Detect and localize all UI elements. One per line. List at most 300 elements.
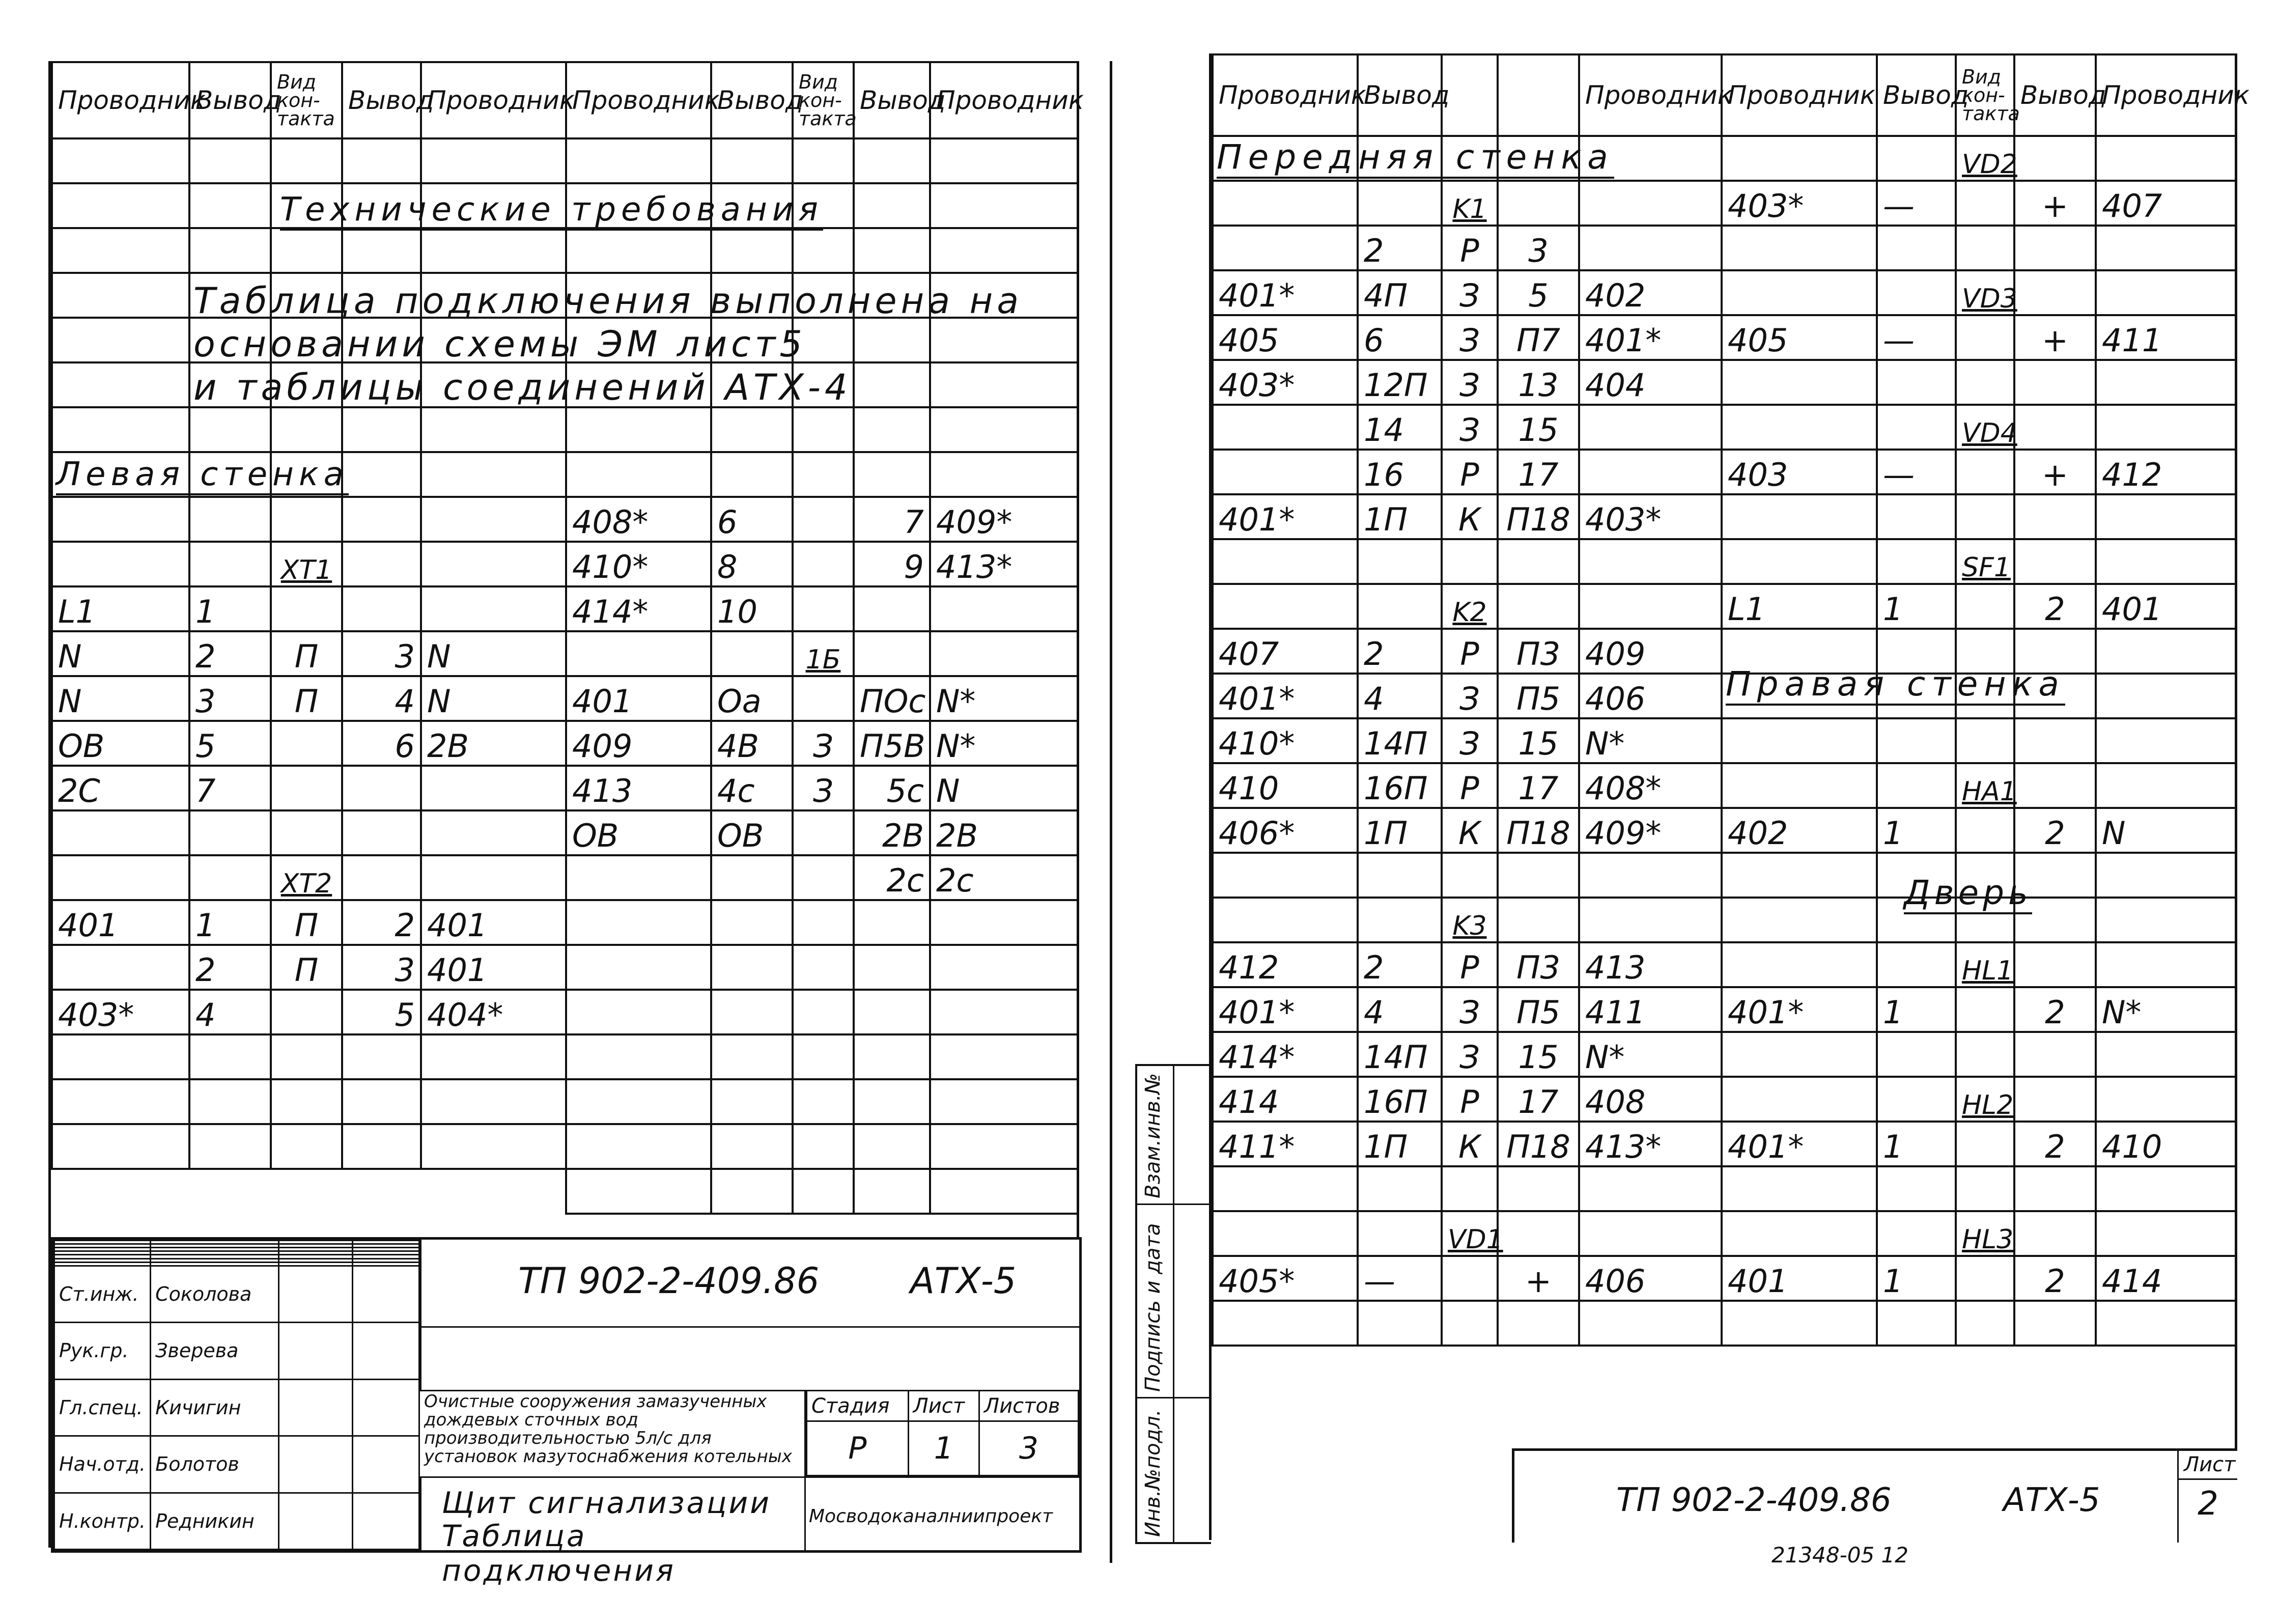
- table-cell: [1956, 1256, 2014, 1301]
- table-row: [566, 1034, 1078, 1079]
- table-row: [1722, 360, 2236, 405]
- table-cell: [1498, 853, 1579, 898]
- table-cell: [342, 810, 421, 855]
- table-cell: [52, 407, 189, 452]
- table-cell: [2014, 226, 2096, 270]
- sig-cell: [54, 1244, 151, 1248]
- sig-cell: [279, 1266, 353, 1322]
- table-row: [566, 676, 1078, 721]
- table-cell: 401: [2096, 584, 2236, 629]
- table-cell: [1956, 450, 2014, 494]
- table-row: [1213, 1122, 1722, 1166]
- sig-cell: [279, 1258, 353, 1262]
- footer-number: 21348-05 12: [1771, 1543, 1909, 1567]
- table-cell: VD3: [1956, 270, 2014, 315]
- table-cell: З: [793, 766, 854, 810]
- table-cell: N*: [2096, 987, 2236, 1032]
- table-row: [54, 1258, 419, 1262]
- table-cell: П: [271, 945, 342, 990]
- table-cell: [566, 1169, 711, 1214]
- table-row: [1722, 226, 2236, 270]
- table-cell: 1Б: [793, 631, 854, 676]
- header-cell: Проводник: [1579, 54, 1722, 136]
- table-cell: [793, 990, 854, 1034]
- table-cell: [566, 1079, 711, 1124]
- table-cell: [930, 138, 1078, 183]
- table-cell: [52, 1034, 189, 1079]
- right-wall-heading: Правая стенка: [1726, 664, 2065, 706]
- table-cell: [2096, 763, 2236, 808]
- table-cell: [271, 810, 342, 855]
- table-cell: 409*: [930, 497, 1078, 542]
- table-cell: [1722, 1211, 1877, 1256]
- table-cell: 15: [1498, 1032, 1579, 1077]
- table-cell: [930, 1169, 1078, 1214]
- table-cell: [1956, 494, 2014, 539]
- table-cell: [1358, 181, 1442, 226]
- table-cell: [52, 542, 189, 586]
- sig-cell: [352, 1255, 419, 1258]
- table-cell: [2014, 1211, 2096, 1256]
- note-line-3: и таблицы соединений АТХ-4: [193, 367, 852, 408]
- table-row: [1722, 584, 2236, 629]
- table-cell: [1722, 898, 1877, 942]
- header-cell: Вид кон-такта: [1956, 54, 2014, 136]
- table-cell: [2014, 1166, 2096, 1211]
- table-row: [1213, 539, 1722, 584]
- table-cell: [52, 183, 189, 228]
- table-row: [52, 1079, 566, 1124]
- table-row: [52, 945, 566, 990]
- table-cell: З: [1442, 987, 1498, 1032]
- sig-cell: [151, 1244, 279, 1248]
- table-cell: [2014, 360, 2096, 405]
- table-cell: [1358, 898, 1442, 942]
- table-cell: [566, 407, 711, 452]
- sig-cell: [279, 1251, 353, 1255]
- table-cell: 12П: [1358, 360, 1442, 405]
- table-cell: [854, 228, 930, 273]
- table-row: [1722, 315, 2236, 360]
- table-cell: 5с: [854, 766, 930, 810]
- table-cell: [342, 138, 421, 183]
- side-label-replace: Взам.инв.№: [1141, 1073, 1165, 1198]
- table-cell: 3: [342, 945, 421, 990]
- table-cell: K1: [1442, 181, 1498, 226]
- table-cell: З: [1442, 674, 1498, 718]
- table-cell: —: [1877, 450, 1956, 494]
- table-cell: [342, 407, 421, 452]
- table-cell: HL1: [1956, 942, 2014, 987]
- table-cell: [854, 900, 930, 945]
- header-cell: Вывод: [2014, 54, 2096, 136]
- table-row: [566, 990, 1078, 1034]
- table-cell: [2096, 1032, 2236, 1077]
- table-cell: Оа: [711, 676, 793, 721]
- table-cell: [342, 766, 421, 810]
- table-cell: [1722, 942, 1877, 987]
- table-cell: +: [1498, 1256, 1579, 1301]
- table-cell: 15: [1498, 405, 1579, 450]
- table-cell: 14: [1358, 405, 1442, 450]
- table-row: [1722, 1301, 2236, 1346]
- table-cell: [566, 900, 711, 945]
- table-cell: [1722, 360, 1877, 405]
- table-cell: [189, 855, 271, 900]
- table-cell: [1956, 226, 2014, 270]
- table-cell: —: [1358, 1256, 1442, 1301]
- table-cell: [854, 407, 930, 452]
- table-cell: 410*: [1213, 718, 1358, 763]
- table-cell: [711, 631, 793, 676]
- table-cell: [271, 721, 342, 766]
- table-cell: 410*: [566, 542, 711, 586]
- table-cell: [930, 452, 1078, 497]
- table-cell: [711, 407, 793, 452]
- header-cell: Вывод: [854, 62, 930, 138]
- table-row: [566, 1079, 1078, 1124]
- left-wall-heading: Левая стенка: [56, 456, 349, 495]
- table-cell: [1956, 808, 2014, 853]
- table-cell: 6: [1358, 315, 1442, 360]
- table-cell: —: [1877, 315, 1956, 360]
- table-row: [54, 1248, 419, 1251]
- table-row: [566, 452, 1078, 497]
- table-cell: [2096, 226, 2236, 270]
- table-cell: [930, 1079, 1078, 1124]
- table-cell: [271, 138, 342, 183]
- table-cell: 6: [711, 497, 793, 542]
- table-cell: [1877, 1166, 1956, 1211]
- table-cell: [930, 318, 1078, 362]
- door-heading: Дверь: [1904, 873, 2032, 914]
- table-cell: [1498, 584, 1579, 629]
- table-cell: П5: [1498, 987, 1579, 1032]
- table-row: [566, 138, 1078, 183]
- table-cell: [189, 407, 271, 452]
- table-cell: 405*: [1213, 1256, 1358, 1301]
- table-cell: [2096, 1166, 2236, 1211]
- table-row: [54, 1436, 419, 1493]
- table-cell: +: [2014, 315, 2096, 360]
- sig-cell: [54, 1241, 151, 1244]
- table-cell: [711, 990, 793, 1034]
- sig-cell: [279, 1323, 353, 1379]
- sig-cell: [352, 1493, 419, 1549]
- table-cell: [1877, 1301, 1956, 1346]
- table-cell: N: [52, 676, 189, 721]
- table-cell: З: [1442, 360, 1498, 405]
- sig-cell: [151, 1258, 279, 1262]
- table-cell: 9: [854, 542, 930, 586]
- table-cell: [271, 228, 342, 273]
- table-cell: 411: [2096, 315, 2236, 360]
- table-cell: 2В: [421, 721, 566, 766]
- table-row: [52, 855, 566, 900]
- table-cell: 412: [2096, 450, 2236, 494]
- sheet-title-2: Таблица подключения: [442, 1519, 676, 1588]
- table-cell: [421, 497, 566, 542]
- table-row: [1213, 226, 1722, 270]
- table-row: [52, 138, 566, 183]
- table-cell: З: [1442, 718, 1498, 763]
- table-cell: [1213, 1211, 1358, 1256]
- table-cell: [342, 1079, 421, 1124]
- table-cell: 411: [1579, 987, 1722, 1032]
- table-row: [54, 1266, 419, 1322]
- table-row: [1722, 1077, 2236, 1122]
- sheet-label: Лист: [908, 1391, 979, 1421]
- table-cell: 1П: [1358, 494, 1442, 539]
- table-cell: К: [1442, 494, 1498, 539]
- table-cell: [1358, 1166, 1442, 1211]
- table-cell: [1442, 1301, 1498, 1346]
- header-cell: Вывод: [189, 62, 271, 138]
- table-cell: 2с: [854, 855, 930, 900]
- table-cell: 5: [189, 721, 271, 766]
- table-cell: [1956, 360, 2014, 405]
- table-cell: [342, 228, 421, 273]
- table-cell: 3: [342, 631, 421, 676]
- table-row: [52, 900, 566, 945]
- header-cell: Вид кон-такта: [793, 62, 854, 138]
- table-cell: [271, 407, 342, 452]
- table-row: [566, 855, 1078, 900]
- table-cell: [2096, 629, 2236, 674]
- table-row: [566, 228, 1078, 273]
- sig-cell: [279, 1248, 353, 1251]
- right-table-a: [1212, 53, 1733, 1347]
- table-cell: [189, 542, 271, 586]
- table-cell: 2: [189, 945, 271, 990]
- header-cell: Вывод: [342, 62, 421, 138]
- sig-cell: [279, 1241, 353, 1244]
- table-cell: [421, 586, 566, 631]
- table-cell: [854, 452, 930, 497]
- table-row: [1213, 1211, 1722, 1256]
- table-cell: 403*: [52, 990, 189, 1034]
- table-cell: [1579, 584, 1722, 629]
- table-cell: [566, 1034, 711, 1079]
- header-cell: [1498, 54, 1579, 136]
- table-cell: 407: [2096, 181, 2236, 226]
- table-cell: 2: [2014, 584, 2096, 629]
- table-cell: 17: [1498, 763, 1579, 808]
- table-cell: 402: [1722, 808, 1877, 853]
- table-cell: [711, 228, 793, 273]
- table-cell: 2: [1358, 629, 1442, 674]
- table-cell: [1722, 405, 1877, 450]
- table-row: [566, 631, 1078, 676]
- table-cell: 14П: [1358, 718, 1442, 763]
- sig-cell: [151, 1248, 279, 1251]
- table-cell: 10: [711, 586, 793, 631]
- table-cell: [1956, 1122, 2014, 1166]
- table-cell: [52, 318, 189, 362]
- table-cell: [189, 138, 271, 183]
- table-cell: [52, 497, 189, 542]
- table-cell: [421, 228, 566, 273]
- table-cell: 3: [189, 676, 271, 721]
- table-cell: [421, 542, 566, 586]
- table-cell: [1722, 1166, 1877, 1211]
- table-cell: [1877, 1211, 1956, 1256]
- table-cell: [2014, 1077, 2096, 1122]
- table-cell: [1877, 539, 1956, 584]
- role-cell: Ст.инж.: [54, 1266, 151, 1322]
- table-cell: 405: [1213, 315, 1358, 360]
- table-cell: 413*: [1579, 1122, 1722, 1166]
- sig-cell: [151, 1241, 279, 1244]
- table-cell: [2014, 718, 2096, 763]
- table-cell: [1956, 1166, 2014, 1211]
- table-cell: З: [1442, 1032, 1498, 1077]
- left-table-b: [565, 61, 1084, 1215]
- table-cell: [2096, 942, 2236, 987]
- sig-cell: [279, 1436, 353, 1493]
- table-cell: 2: [2014, 1122, 2096, 1166]
- table-cell: [1956, 315, 2014, 360]
- table-row: [1213, 494, 1722, 539]
- table-cell: 2с: [930, 855, 1078, 900]
- table-cell: [1579, 1211, 1722, 1256]
- table-row: [1213, 808, 1722, 853]
- table-cell: —: [1877, 181, 1956, 226]
- header-cell: Проводник: [1213, 54, 1358, 136]
- name-cell: Кичигин: [151, 1379, 279, 1436]
- sheet-value: 2: [2198, 1485, 2218, 1523]
- table-cell: 6: [342, 721, 421, 766]
- table-row: [1213, 718, 1722, 763]
- table-cell: 1: [1877, 584, 1956, 629]
- table-cell: [52, 1079, 189, 1124]
- sheet-value: 1: [908, 1421, 979, 1476]
- table-cell: [930, 631, 1078, 676]
- table-row: [566, 810, 1078, 855]
- table-cell: [342, 1034, 421, 1079]
- table-cell: SF1: [1956, 539, 2014, 584]
- table-cell: П: [271, 676, 342, 721]
- table-cell: 406: [1579, 1256, 1722, 1301]
- table-row: [1722, 494, 2236, 539]
- table-cell: N: [52, 631, 189, 676]
- table-header: [1722, 54, 2236, 136]
- table-cell: 404: [1579, 360, 1722, 405]
- table-cell: [854, 318, 930, 362]
- table-cell: ОВ: [52, 721, 189, 766]
- table-cell: [711, 452, 793, 497]
- table-cell: [342, 542, 421, 586]
- table-row: [54, 1493, 419, 1549]
- table-row: [566, 1169, 1078, 1214]
- table-cell: [1498, 181, 1579, 226]
- table-row: [1722, 1032, 2236, 1077]
- sig-cell: [352, 1323, 419, 1379]
- table-cell: [793, 855, 854, 900]
- table-row: [566, 766, 1078, 810]
- table-cell: 410: [2096, 1122, 2236, 1166]
- table-cell: 3: [1498, 226, 1579, 270]
- table-cell: [1722, 1301, 1877, 1346]
- sig-cell: [352, 1251, 419, 1255]
- doc-mark: АТХ-5: [910, 1260, 1017, 1302]
- table-cell: N*: [1579, 1032, 1722, 1077]
- header-cell: Вывод: [711, 62, 793, 138]
- table-cell: [1877, 718, 1956, 763]
- table-cell: [793, 586, 854, 631]
- note-line-2: основании схемы ЭМ лист5: [193, 323, 806, 365]
- table-cell: 1: [1877, 808, 1956, 853]
- table-cell: [52, 362, 189, 407]
- sig-cell: [352, 1241, 419, 1244]
- table-cell: [1956, 718, 2014, 763]
- table-cell: 401*: [1213, 987, 1358, 1032]
- table-cell: [711, 1034, 793, 1079]
- title-block: [51, 1237, 1082, 1588]
- table-cell: [566, 945, 711, 990]
- table-cell: П5: [1498, 674, 1579, 718]
- table-cell: [271, 1034, 342, 1079]
- table-cell: [421, 1124, 566, 1169]
- sig-cell: [54, 1258, 151, 1262]
- table-cell: L1: [1722, 584, 1877, 629]
- table-cell: 411*: [1213, 1122, 1358, 1166]
- table-cell: [1358, 539, 1442, 584]
- table-cell: [421, 407, 566, 452]
- table-cell: [1579, 450, 1722, 494]
- table-cell: [271, 1079, 342, 1124]
- table-cell: [1722, 226, 1877, 270]
- table-cell: [793, 542, 854, 586]
- table-cell: 4П: [1358, 270, 1442, 315]
- table-row: [1722, 1122, 2236, 1166]
- table-row: [1213, 405, 1722, 450]
- table-cell: [1579, 226, 1722, 270]
- table-row: [1213, 270, 1722, 315]
- table-cell: N*: [930, 676, 1078, 721]
- table-cell: VD2: [1956, 136, 2014, 181]
- table-row: [54, 1323, 419, 1379]
- table-cell: [2096, 718, 2236, 763]
- table-cell: [2096, 539, 2236, 584]
- note-line-1: Таблица подключения выполнена на: [193, 280, 1023, 322]
- table-cell: [1442, 1256, 1498, 1301]
- table-cell: 1: [189, 900, 271, 945]
- table-row: [1213, 629, 1722, 674]
- table-row: [1213, 853, 1722, 898]
- table-cell: 1: [189, 586, 271, 631]
- table-cell: Р: [1442, 450, 1498, 494]
- table-cell: [2014, 763, 2096, 808]
- table-cell: [793, 1124, 854, 1169]
- table-cell: [421, 1079, 566, 1124]
- table-cell: [793, 945, 854, 990]
- table-cell: 408*: [1579, 763, 1722, 808]
- table-cell: 410: [1213, 763, 1358, 808]
- table-cell: 2: [1358, 942, 1442, 987]
- role-cell: Рук.гр.: [54, 1323, 151, 1379]
- table-cell: 2: [2014, 808, 2096, 853]
- table-cell: П18: [1498, 1122, 1579, 1166]
- table-cell: [2096, 136, 2236, 181]
- header-cell: Проводник: [2096, 54, 2236, 136]
- table-cell: [711, 138, 793, 183]
- table-cell: [1877, 360, 1956, 405]
- name-cell: Болотов: [151, 1436, 279, 1493]
- front-wall-heading: Передняя стенка: [1217, 137, 1614, 179]
- table-cell: [1442, 539, 1498, 584]
- table-row: [1213, 1077, 1722, 1122]
